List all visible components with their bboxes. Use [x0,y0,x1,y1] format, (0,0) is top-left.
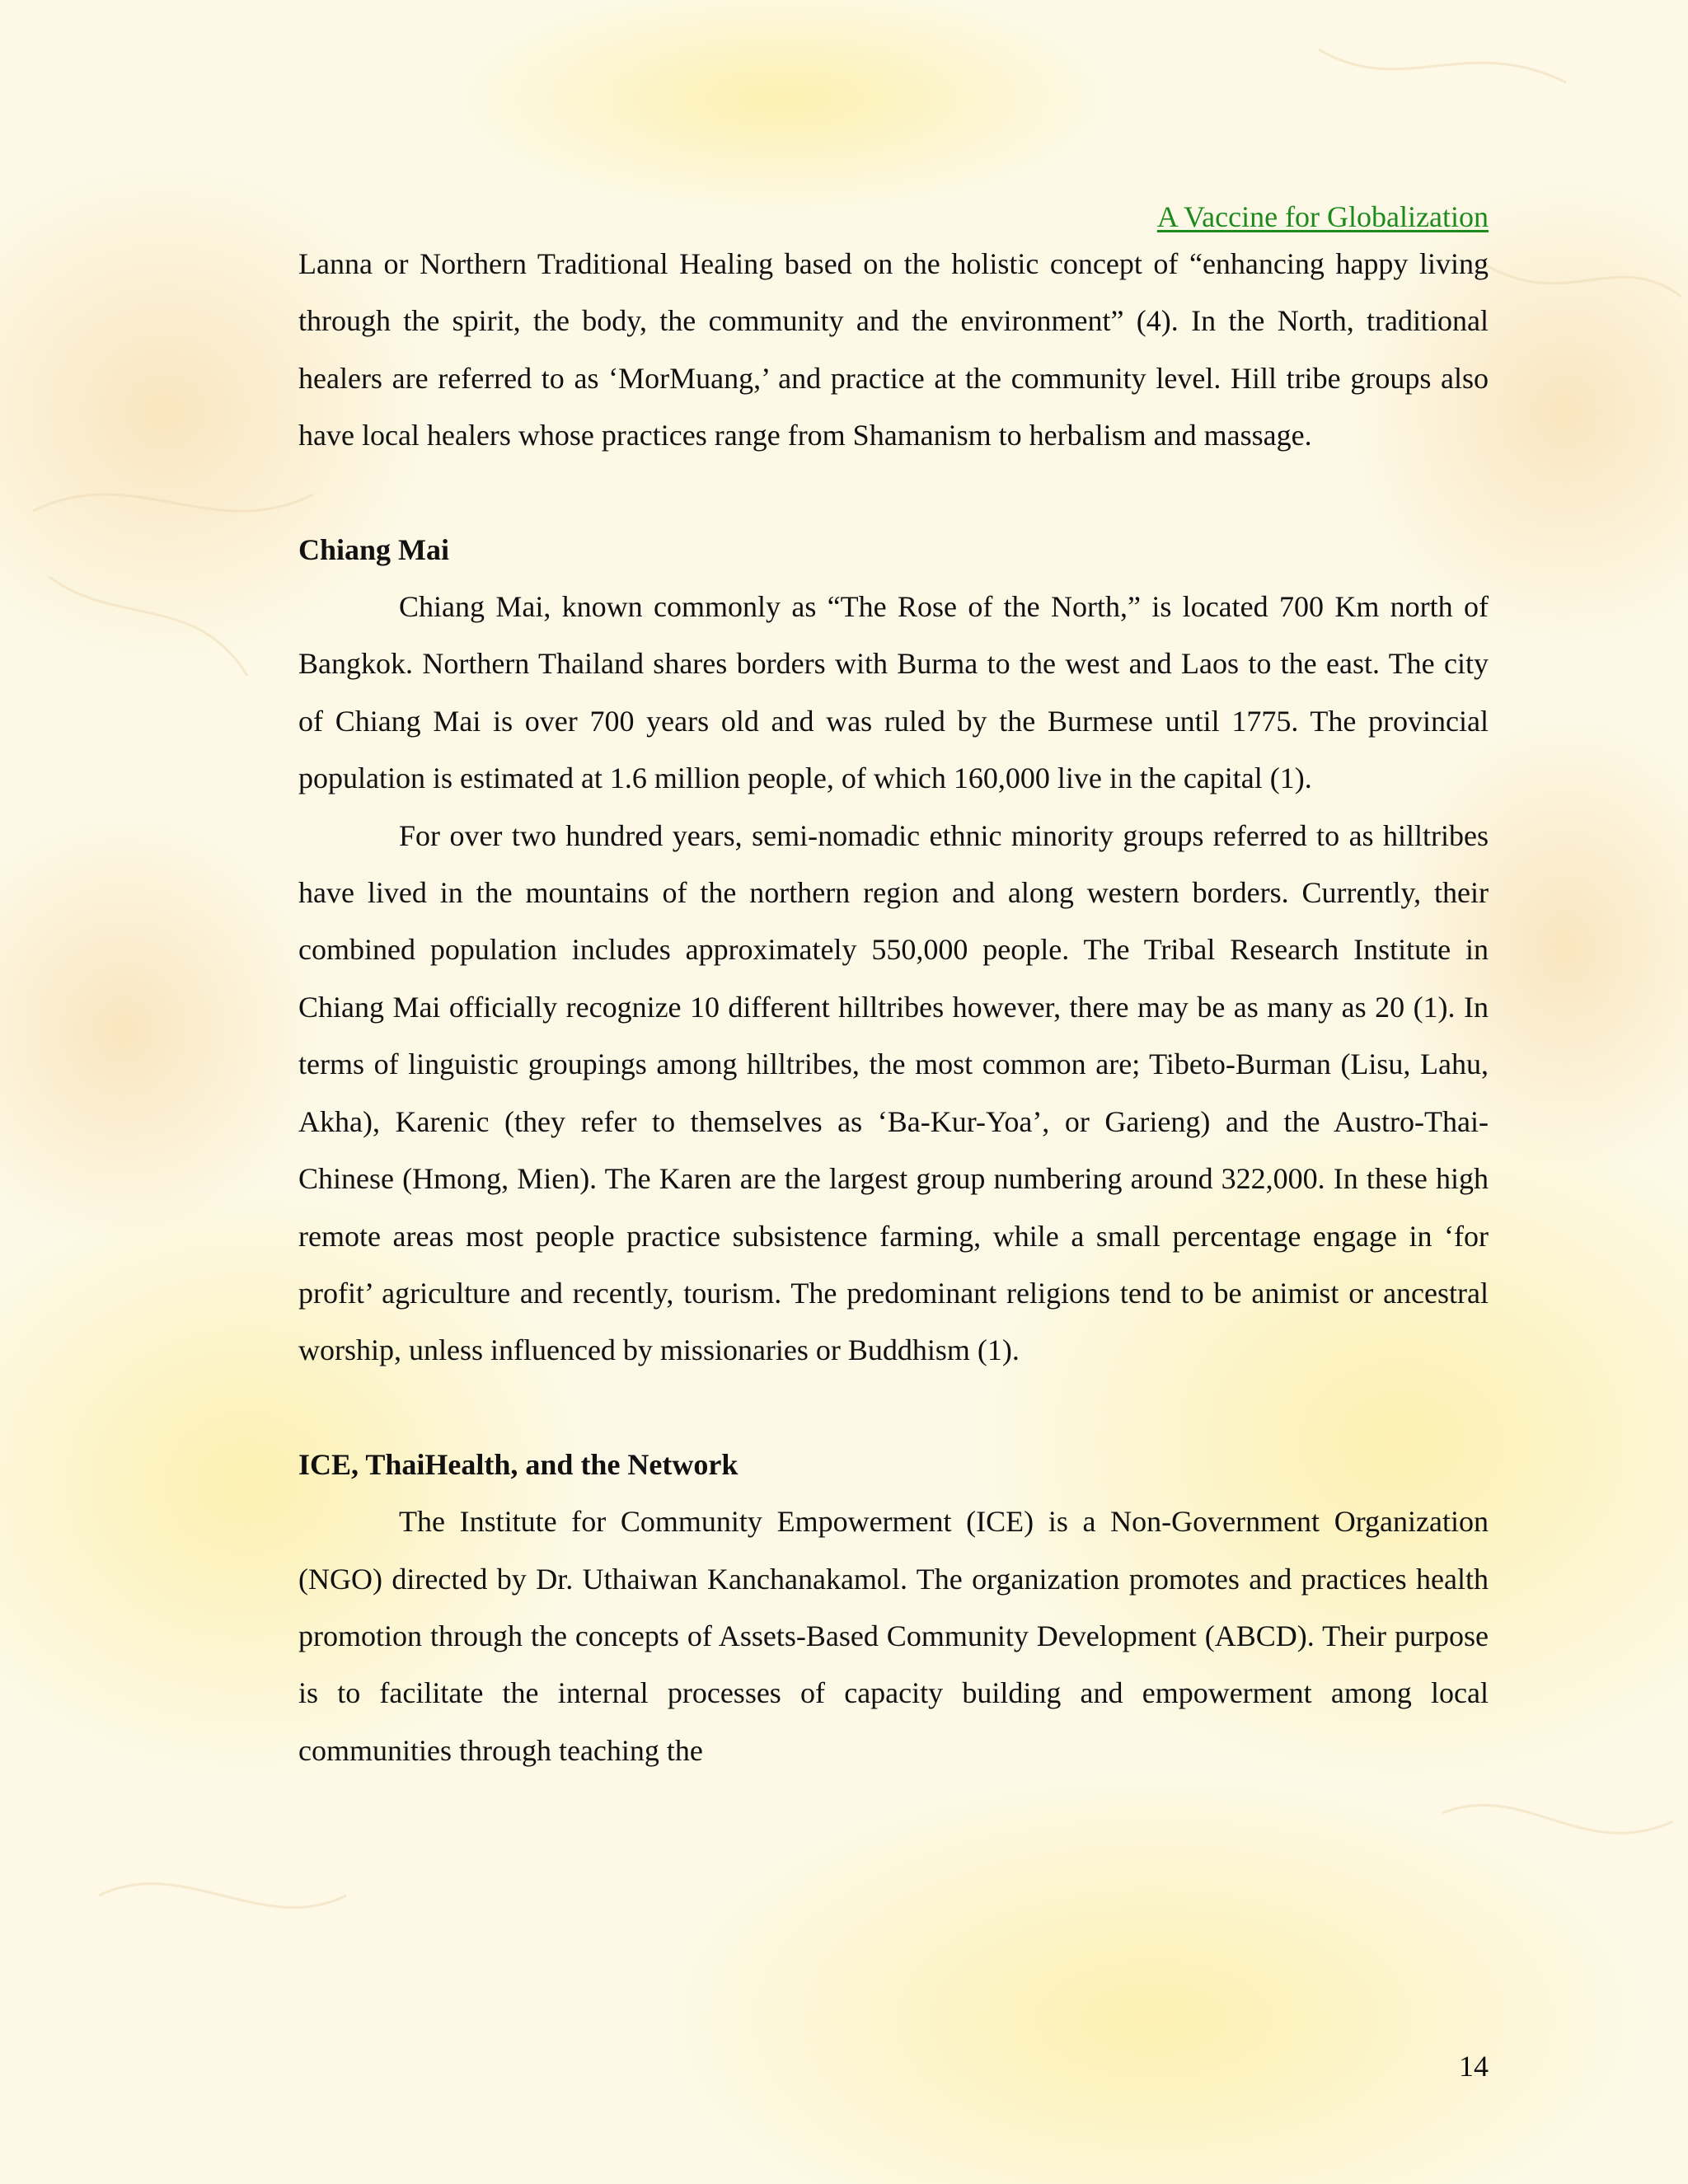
intro-paragraph: Lanna or Northern Traditional Healing based on the holistic concept of “enhancing happy living through the spirit, the body, the community and the environment” (4). In the North, traditional healers are referred to as ‘MorMuang,’ and practice at the community level. Hill tribe groups also have local healers whose practices range from Shamanism to herbalism and massage. [298,247,1489,452]
section-gap [298,465,1489,522]
document-page [298,198,1489,1779]
chiang-mai-paragraph-1: Chiang Mai, known commonly as “The Rose of the North,” is located 700 Km north of Bangkok. Northern Thailand shares borders with Burma to the west and Laos to the east. The city of Chiang Mai is over 700 years old and was ruled by the Burmese until 1775. The provincial population is estimated at 1.6 million people, of which 160,000 live in the capital (1). [298,590,1489,795]
section-heading-ice-thaihealth-network: ICE, ThaiHealth, and the Network [298,1447,738,1481]
section-gap [298,1380,1489,1436]
chiang-mai-paragraph-2: For over two hundred years, semi-nomadic ethnic minority groups referred to as hilltribes have lived in the mountains of the northern region and along western borders. Currently, their combined population includes approximately 550,000 people. The Tribal Research Institute in Chiang Mai officially recognize 10 different hilltribes however, there may be as many as 20 (1). In terms of linguistic groupings among hilltribes, the most common are; Tibeto-Burman (Lisu, Lahu, Akha), Karenic (they refer to themselves as ‘Ba-Kur-Yoa’, or Garieng) and the Austro-Thai-Chinese (Hmong, Mien). The Karen are the largest group numbering around 322,000. In these high remote areas most people practice subsistence farming, while a small percentage engage in ‘for profit’ agriculture and recently, tourism. The predominant religions tend to be animist or ancestral worship, unless influenced by missionaries or Buddhism (1). [298,818,1489,1367]
section-heading-chiang-mai: Chiang Mai [298,532,450,566]
page-number: 14 [1459,2050,1489,2083]
ice-paragraph-1: The Institute for Community Empowerment (ICE) is a Non-Government Organization (NGO) directed by Dr. Uthaiwan Kanchanakamol. The organization promotes and practices health promotion through the concepts of Assets-Based Community Development (ABCD). Their purpose is to facilitate the internal processes of capacity building and empowerment among local communities through teaching the [298,1505,1489,1767]
running-header-title: A Vaccine for Globalization [1156,200,1489,233]
